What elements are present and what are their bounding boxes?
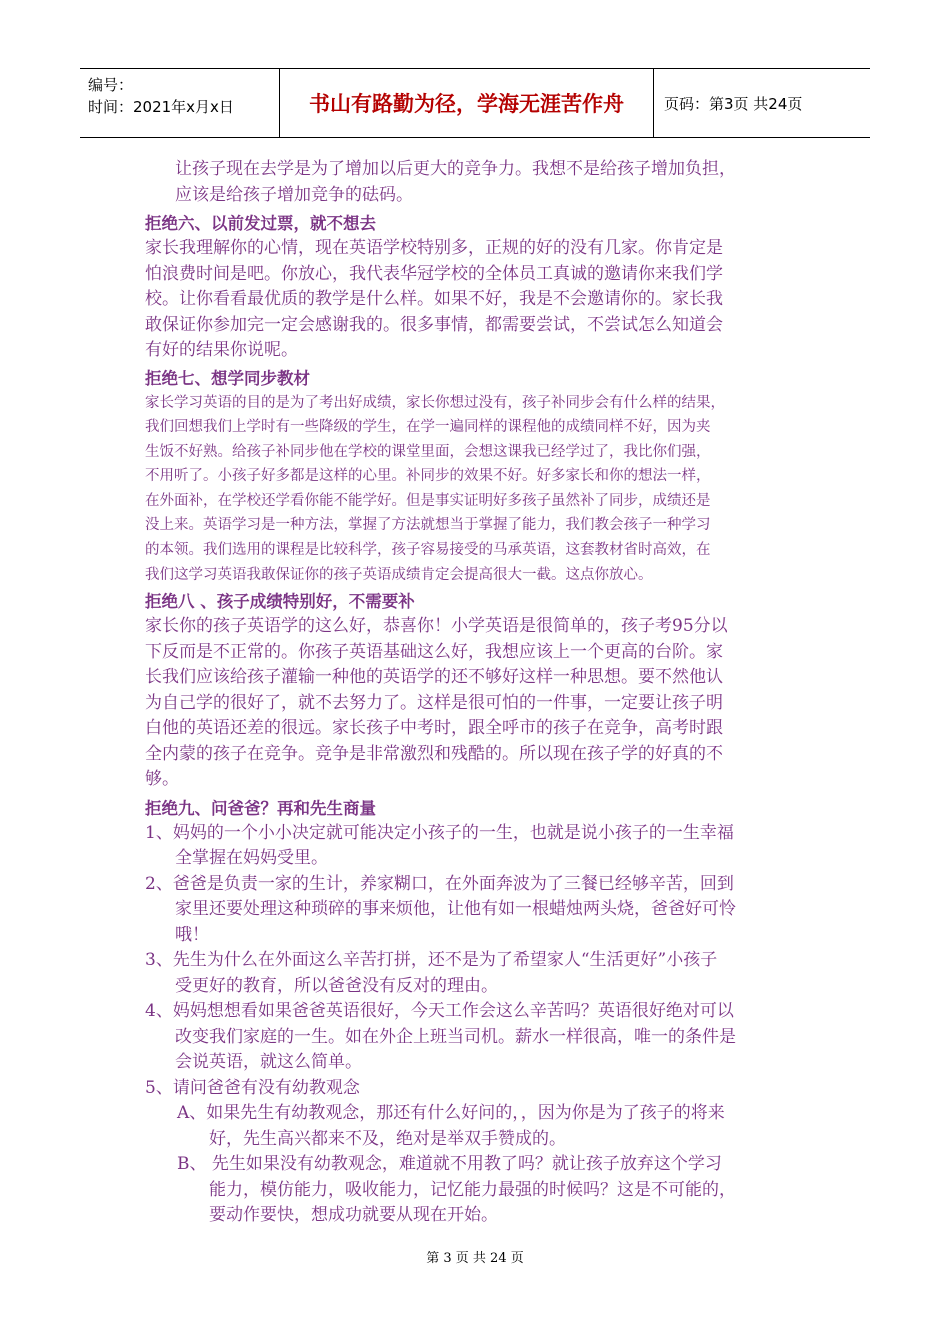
paragraph-line: 敢保证你参加完一定会感谢我的。很多事情，都需要尝试，不尝试怎么知道会 <box>145 314 723 335</box>
list-item-continuation: 改变我们家庭的一生。如在外企上班当司机。薪水一样很高，唯一的条件是 <box>175 1026 736 1047</box>
paragraph-line: 家长你的孩子英语学的这么好，恭喜你！小学英语是很简单的，孩子考95分以 <box>145 616 728 637</box>
sub-list-item: A、如果先生有幼教观念，那还有什么好问的，，因为你是为了孩子的将来 <box>177 1103 725 1124</box>
paragraph-line: 全内蒙的孩子在竞争。竞争是非常激烈和残酷的。所以现在孩子学的好真的不 <box>145 743 723 764</box>
header-meta <box>80 69 280 137</box>
header-time: 时间：2021年x月x日 <box>88 98 234 116</box>
section-heading-7: 拒绝七、想学同步教材 <box>145 368 310 388</box>
intro-paragraph <box>145 157 815 208</box>
sub-list-item-continuation: 能力，模仿能力，吸收能力，记忆能力最强的时候吗？这是不可能的， <box>209 1179 736 1200</box>
paragraph-line: 不用听了。小孩子好多都是这样的心里。补同步的效果不好。好多家长和你的想法一样， <box>145 468 711 485</box>
page-footer: 第 3 页 共 24 页 <box>426 1251 524 1266</box>
paragraph-line: 怕浪费时间是吧。你放心，我代表华冠学校的全体员工真诚的邀请你来我们学 <box>145 263 723 284</box>
list-item-continuation: 哦！ <box>175 924 209 945</box>
section-8-paragraph <box>145 614 815 793</box>
paragraph-line: 为自己学的很好了，就不去努力了。这样是很可怕的一件事，一定要让孩子明 <box>145 692 723 713</box>
paragraph-line: 没上来。英语学习是一种方法，掌握了方法就想当于掌握了能力，我们教会孩子一种学习 <box>145 517 711 534</box>
intro-line: 应该是给孩子增加竞争的砝码。 <box>175 184 413 205</box>
list-item-continuation: 会说英语，就这么简单。 <box>175 1052 362 1073</box>
sub-list-item-continuation: 要动作要快，想成功就要从现在开始。 <box>209 1205 498 1226</box>
section-heading-8: 拒绝八 、孩子成绩特别好，不需要补 <box>145 592 415 612</box>
paragraph-line: 我们回想我们上学时有一些降级的学生，在学一遍同样的课程他的成绩同样不好，因为夹 <box>145 419 711 436</box>
paragraph-line: 下反而是不正常的。你孩子英语基础这么好，我想应该上一个更高的台阶。家 <box>145 641 723 662</box>
section-9-list <box>145 821 815 1229</box>
paragraph-line: 生饭不好熟。给孩子补同步他在学校的课堂里面，会想这课我已经学过了，我比你们强， <box>145 443 711 460</box>
section-heading-6: 拒绝六、以前发过票，就不想去 <box>145 214 376 233</box>
paragraph-line: 家长学习英语的目的是为了考出好成绩，家长你想过没有，孩子补同步会有什么样的结果， <box>145 394 725 411</box>
list-item-continuation: 全掌握在妈妈受里。 <box>175 848 328 869</box>
paragraph-line: 我们这学习英语我敢保证你的孩子英语成绩肯定会提高很大一截。这点你放心。 <box>145 566 653 583</box>
section-6-paragraph <box>145 236 815 364</box>
page-header <box>80 68 870 138</box>
paragraph-line: 长我们应该给孩子灌输一种他的英语学的还不够好这样一种思想。要不然他认 <box>145 667 723 688</box>
list-item: 4、妈妈想想看如果爸爸英语很好，今天工作会这么辛苦吗？英语很好绝对可以 <box>145 1001 734 1022</box>
sub-list-item: B、 先生如果没有幼教观念，难道就不用教了吗？就让孩子放弃这个学习 <box>177 1154 722 1175</box>
intro-line: 让孩子现在去学是为了增加以后更大的竞争力。我想不是给孩子增加负担， <box>175 159 736 179</box>
header-page-info: 页码：第3页 共24页 <box>664 94 803 113</box>
list-item: 2、爸爸是负责一家的生计，养家糊口，在外面奔波为了三餐已经够辛苦，回到 <box>145 873 734 894</box>
list-item: 1、妈妈的一个小小决定就可能决定小孩子的一生，也就是说小孩子的一生幸福 <box>145 822 734 843</box>
paragraph-line: 有好的结果你说呢。 <box>145 340 298 360</box>
paragraph-line: 的本领。我们选用的课程是比较科学，孩子容易接受的马承英语，这套教材省时高效，在 <box>145 542 711 559</box>
section-7-paragraph <box>145 391 815 588</box>
header-number: 编号： <box>88 76 134 94</box>
document-body <box>145 157 815 1229</box>
paragraph-line: 在外面补，在学校还学看你能不能学好。但是事实证明好多孩子虽然补了同步，成绩还是 <box>145 492 711 509</box>
sub-list-item-continuation: 好，先生高兴都来不及，绝对是举双手赞成的。 <box>209 1128 566 1149</box>
paragraph-line: 白他的英语还差的很远。家长孩子中考时，跟全呼市的孩子在竞争，高考时跟 <box>145 718 723 739</box>
paragraph-line: 够。 <box>145 769 179 790</box>
list-item: 3、先生为什么在外面这么辛苦打拼，还不是为了希望家人“生活更好”小孩子 <box>145 950 718 971</box>
header-motto: 书山有路勤为径，学海无涯苦作舟 <box>280 69 654 137</box>
list-item: 5、请问爸爸有没有幼教观念 <box>145 1077 360 1098</box>
paragraph-line: 家长我理解你的心情，现在英语学校特别多，正规的好的没有几家。你肯定是 <box>145 238 723 258</box>
section-heading-9: 拒绝九、问爸爸？再和先生商量 <box>145 798 376 818</box>
list-item-continuation: 家里还要处理这种琐碎的事来烦他，让他有如一根蜡烛两头烧，爸爸好可怜 <box>175 899 736 920</box>
paragraph-line: 校。让你看看最优质的教学是什么样。如果不好，我是不会邀请你的。家长我 <box>145 289 723 309</box>
list-item-continuation: 受更好的教育，所以爸爸没有反对的理由。 <box>175 975 498 996</box>
